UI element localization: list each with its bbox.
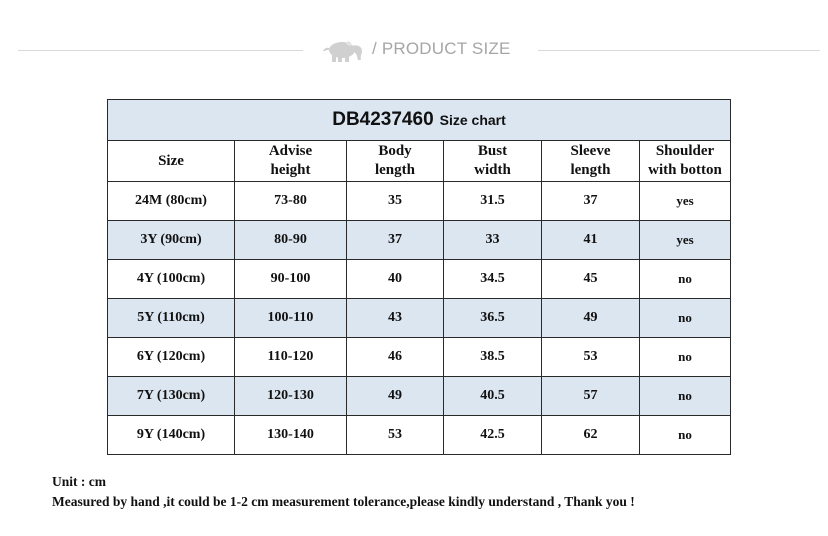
- table-row: [108, 377, 731, 416]
- table-cell: 73-80: [235, 182, 347, 221]
- table-cell: 43: [347, 299, 444, 338]
- column-header-label: with botton: [648, 162, 722, 178]
- table-cell: 5Y (110cm): [108, 299, 235, 338]
- table-cell: 120-130: [235, 377, 347, 416]
- table-cell: 80-90: [235, 221, 347, 260]
- table-cell: 45: [542, 260, 640, 299]
- section-title: / PRODUCT SIZE: [372, 39, 511, 58]
- table-cell: 90-100: [235, 260, 347, 299]
- table-row: [108, 299, 731, 338]
- table-cell: 41: [542, 221, 640, 260]
- column-header-label: Size: [158, 152, 184, 169]
- column-header-label: Bust: [477, 143, 508, 159]
- column-header-label: length: [374, 162, 415, 178]
- table-cell: 110-120: [235, 338, 347, 377]
- table-cell: 31.5: [444, 182, 542, 221]
- column-header: [235, 141, 347, 182]
- product-size-header: [0, 36, 828, 66]
- table-cell: 4Y (100cm): [108, 260, 235, 299]
- column-header: [640, 141, 731, 182]
- table-cell: yes: [640, 182, 731, 221]
- column-header-label: height: [270, 162, 311, 178]
- table-cell: 36.5: [444, 299, 542, 338]
- table-cell: 6Y (120cm): [108, 338, 235, 377]
- header-divider-left: [18, 50, 303, 51]
- table-cell: no: [640, 338, 731, 377]
- table-row: [108, 416, 731, 455]
- table-cell: 42.5: [444, 416, 542, 455]
- column-header: [542, 141, 640, 182]
- tolerance-note: Measured by hand ,it could be 1-2 cm measurement tolerance,please kindly understand , Thank you !: [52, 494, 635, 509]
- product-code: DB4237460: [332, 109, 434, 130]
- table-row: [108, 221, 731, 260]
- column-header-label: Body: [378, 143, 412, 159]
- column-header: [444, 141, 542, 182]
- column-header: [347, 141, 444, 182]
- table-row: [108, 182, 731, 221]
- elephant-icon: [318, 38, 366, 64]
- column-header-label: Shoulder: [655, 143, 715, 159]
- column-header-label: Advise: [268, 143, 313, 159]
- table-cell: 24M (80cm): [108, 182, 235, 221]
- chart-subtitle: Size chart: [439, 112, 506, 128]
- header-divider-right: [538, 50, 820, 51]
- table-cell: 37: [542, 182, 640, 221]
- table-cell: yes: [640, 221, 731, 260]
- table-cell: 49: [347, 377, 444, 416]
- table-cell: 100-110: [235, 299, 347, 338]
- notes: [52, 472, 635, 512]
- size-table: [107, 99, 731, 455]
- table-cell: 3Y (90cm): [108, 221, 235, 260]
- table-cell: no: [640, 299, 731, 338]
- table-cell: 37: [347, 221, 444, 260]
- table-cell: 40: [347, 260, 444, 299]
- table-cell: 35: [347, 182, 444, 221]
- size-chart: [107, 99, 730, 455]
- column-header: [108, 141, 235, 182]
- table-cell: 34.5: [444, 260, 542, 299]
- table-cell: 53: [347, 416, 444, 455]
- table-row: [108, 260, 731, 299]
- column-header-row: [108, 141, 731, 182]
- table-cell: 38.5: [444, 338, 542, 377]
- table-cell: 7Y (130cm): [108, 377, 235, 416]
- column-header-label: width: [474, 162, 511, 178]
- table-cell: 130-140: [235, 416, 347, 455]
- table-caption: [108, 100, 731, 141]
- table-cell: 62: [542, 416, 640, 455]
- table-row: [108, 338, 731, 377]
- table-cell: no: [640, 377, 731, 416]
- column-header-label: Sleeve: [570, 143, 611, 159]
- table-cell: 9Y (140cm): [108, 416, 235, 455]
- unit-note: Unit : cm: [52, 474, 106, 489]
- table-cell: no: [640, 416, 731, 455]
- table-cell: 53: [542, 338, 640, 377]
- column-header-label: length: [570, 162, 611, 178]
- table-cell: 49: [542, 299, 640, 338]
- table-cell: 46: [347, 338, 444, 377]
- table-cell: 57: [542, 377, 640, 416]
- table-cell: 40.5: [444, 377, 542, 416]
- table-cell: 33: [444, 221, 542, 260]
- table-cell: no: [640, 260, 731, 299]
